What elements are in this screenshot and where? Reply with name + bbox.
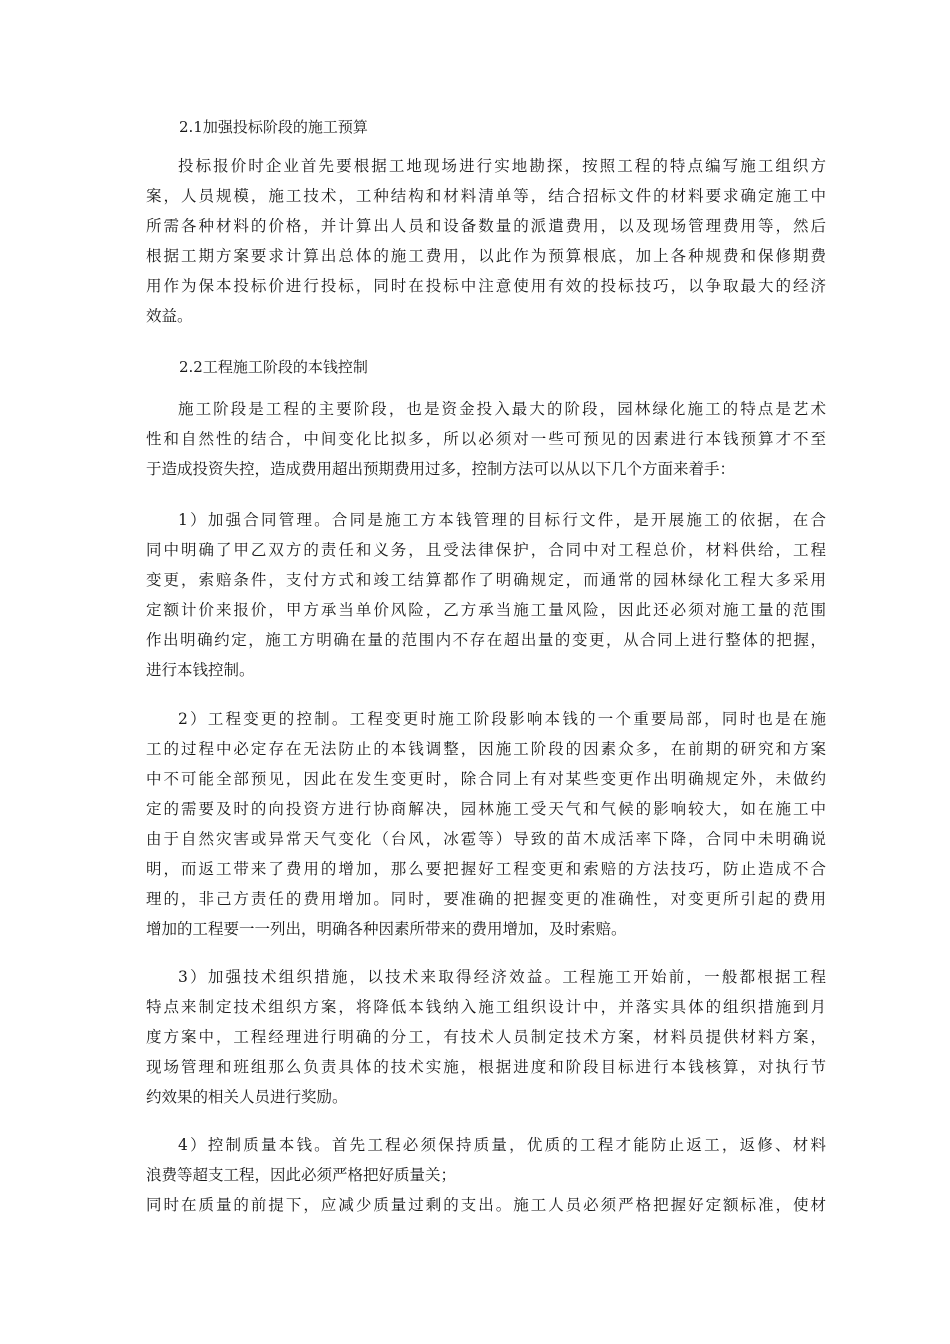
text-line: 所需各种材料的价格，并计算出人员和设备数量的派遣费用，以及现场管理费用等，然后 [146, 217, 826, 235]
text-line: 同中明确了甲乙双方的责任和义务，且受法律保护，合同中对工程总价，材料供给，工程 [146, 541, 826, 559]
paragraph-contract-management [146, 505, 826, 685]
text-line: 施工阶段是工程的主要阶段，也是资金投入最大的阶段，园林绿化施工的特点是艺术 [178, 400, 826, 418]
text-line: 变更，索赔条件，支付方式和竣工结算都作了明确规定，而通常的园林绿化工程大多采用 [146, 571, 826, 589]
text-line: 作出明确约定，施工方明确在量的范围内不存在超出量的变更，从合同上进行整体的把握， [146, 631, 826, 649]
text-line: 特点来制定技术组织方案，将降低本钱纳入施工组织设计中，并落实具体的组织措施到月 [146, 998, 826, 1016]
paragraph-bidding-budget [146, 151, 826, 331]
text-line: 进行本钱控制。 [146, 661, 255, 679]
text-line: 现场管理和班组那么负责具体的技术实施，根据进度和阶段目标进行本钱核算，对执行节 [146, 1058, 826, 1076]
text-line: 中不可能全部预见，因此在发生变更时，除合同上有对某些变更作出明确规定外，未做约 [146, 770, 826, 788]
text-line: 同时在质量的前提下，应减少质量过剩的支出。施工人员必须严格把握好定额标准，使材 [146, 1196, 826, 1214]
text-line: 定额计价来报价，甲方承当单价风险，乙方承当施工量风险，因此还必须对施工量的范围 [146, 601, 826, 619]
text-line: 效益。 [146, 307, 193, 325]
text-line: 浪费等超支工程，因此必须严格把好质量关； [146, 1166, 457, 1184]
paragraph-change-control [146, 704, 826, 944]
text-line: 明，而返工带来了费用的增加，那么要把握好工程变更和索赔的方法技巧，防止造成不合 [146, 860, 826, 878]
text-line: 案，人员规模，施工技术，工种结构和材料清单等，结合招标文件的材料要求确定施工中 [146, 187, 826, 205]
paragraph-technical-measures [146, 962, 826, 1112]
text-line: 投标报价时企业首先要根据工地现场进行实地勘探，按照工程的特点编写施工组织方 [178, 157, 826, 175]
text-line: 增加的工程要一一列出，明确各种因素所带来的费用增加，及时索赔。 [146, 920, 627, 938]
text-line: 定的需要及时的向投资方进行协商解决，园林施工受天气和气候的影响较大，如在施工中 [146, 800, 826, 818]
text-line: 根据工期方案要求计算出总体的施工费用，以此作为预算根底，加上各种规费和保修期费 [146, 247, 826, 265]
text-line: 1）加强合同管理。合同是施工方本钱管理的目标行文件，是开展施工的依据，在合 [178, 511, 826, 529]
text-line: 用作为保本投标价进行投标，同时在投标中注意使用有效的投标技巧，以争取最大的经济 [146, 277, 826, 295]
text-line: 理的，非己方责任的费用增加。同时，要准确的把握变更的准确性，对变更所引起的费用 [146, 890, 826, 908]
text-line: 工的过程中必定存在无法防止的本钱调整，因施工阶段的因素众多，在前期的研究和方案 [146, 740, 826, 758]
text-line: 3）加强技术组织措施，以技术来取得经济效益。工程施工开始前，一般都根据工程 [178, 968, 826, 986]
text-line: 性和自然性的结合，中间变化比拟多，所以必须对一些可预见的因素进行本钱预算才不至 [146, 430, 826, 448]
text-line: 于造成投资失控，造成费用超出预期费用过多，控制方法可以从以下几个方面来着手： [146, 460, 736, 478]
section-heading-2-1: 2.1加强投标阶段的施工预算 [179, 118, 368, 136]
section-heading-2-2: 2.2工程施工阶段的本钱控制 [179, 358, 368, 376]
text-line: 由于自然灾害或异常天气变化（台风，冰雹等）导致的苗木成活率下降，合同中未明确说 [146, 830, 826, 848]
text-line: 2）工程变更的控制。工程变更时施工阶段影响本钱的一个重要局部，同时也是在施 [178, 710, 826, 728]
document-page [146, 0, 826, 1344]
paragraph-quality-cost [146, 1130, 826, 1220]
paragraph-construction-stage [146, 394, 826, 484]
text-line: 度方案中，工程经理进行明确的分工，有技术人员制定技术方案，材料员提供材料方案， [146, 1028, 826, 1046]
text-line: 4）控制质量本钱。首先工程必须保持质量，优质的工程才能防止返工，返修、材料 [178, 1136, 826, 1154]
text-line: 约效果的相关人员进行奖励。 [146, 1088, 348, 1106]
